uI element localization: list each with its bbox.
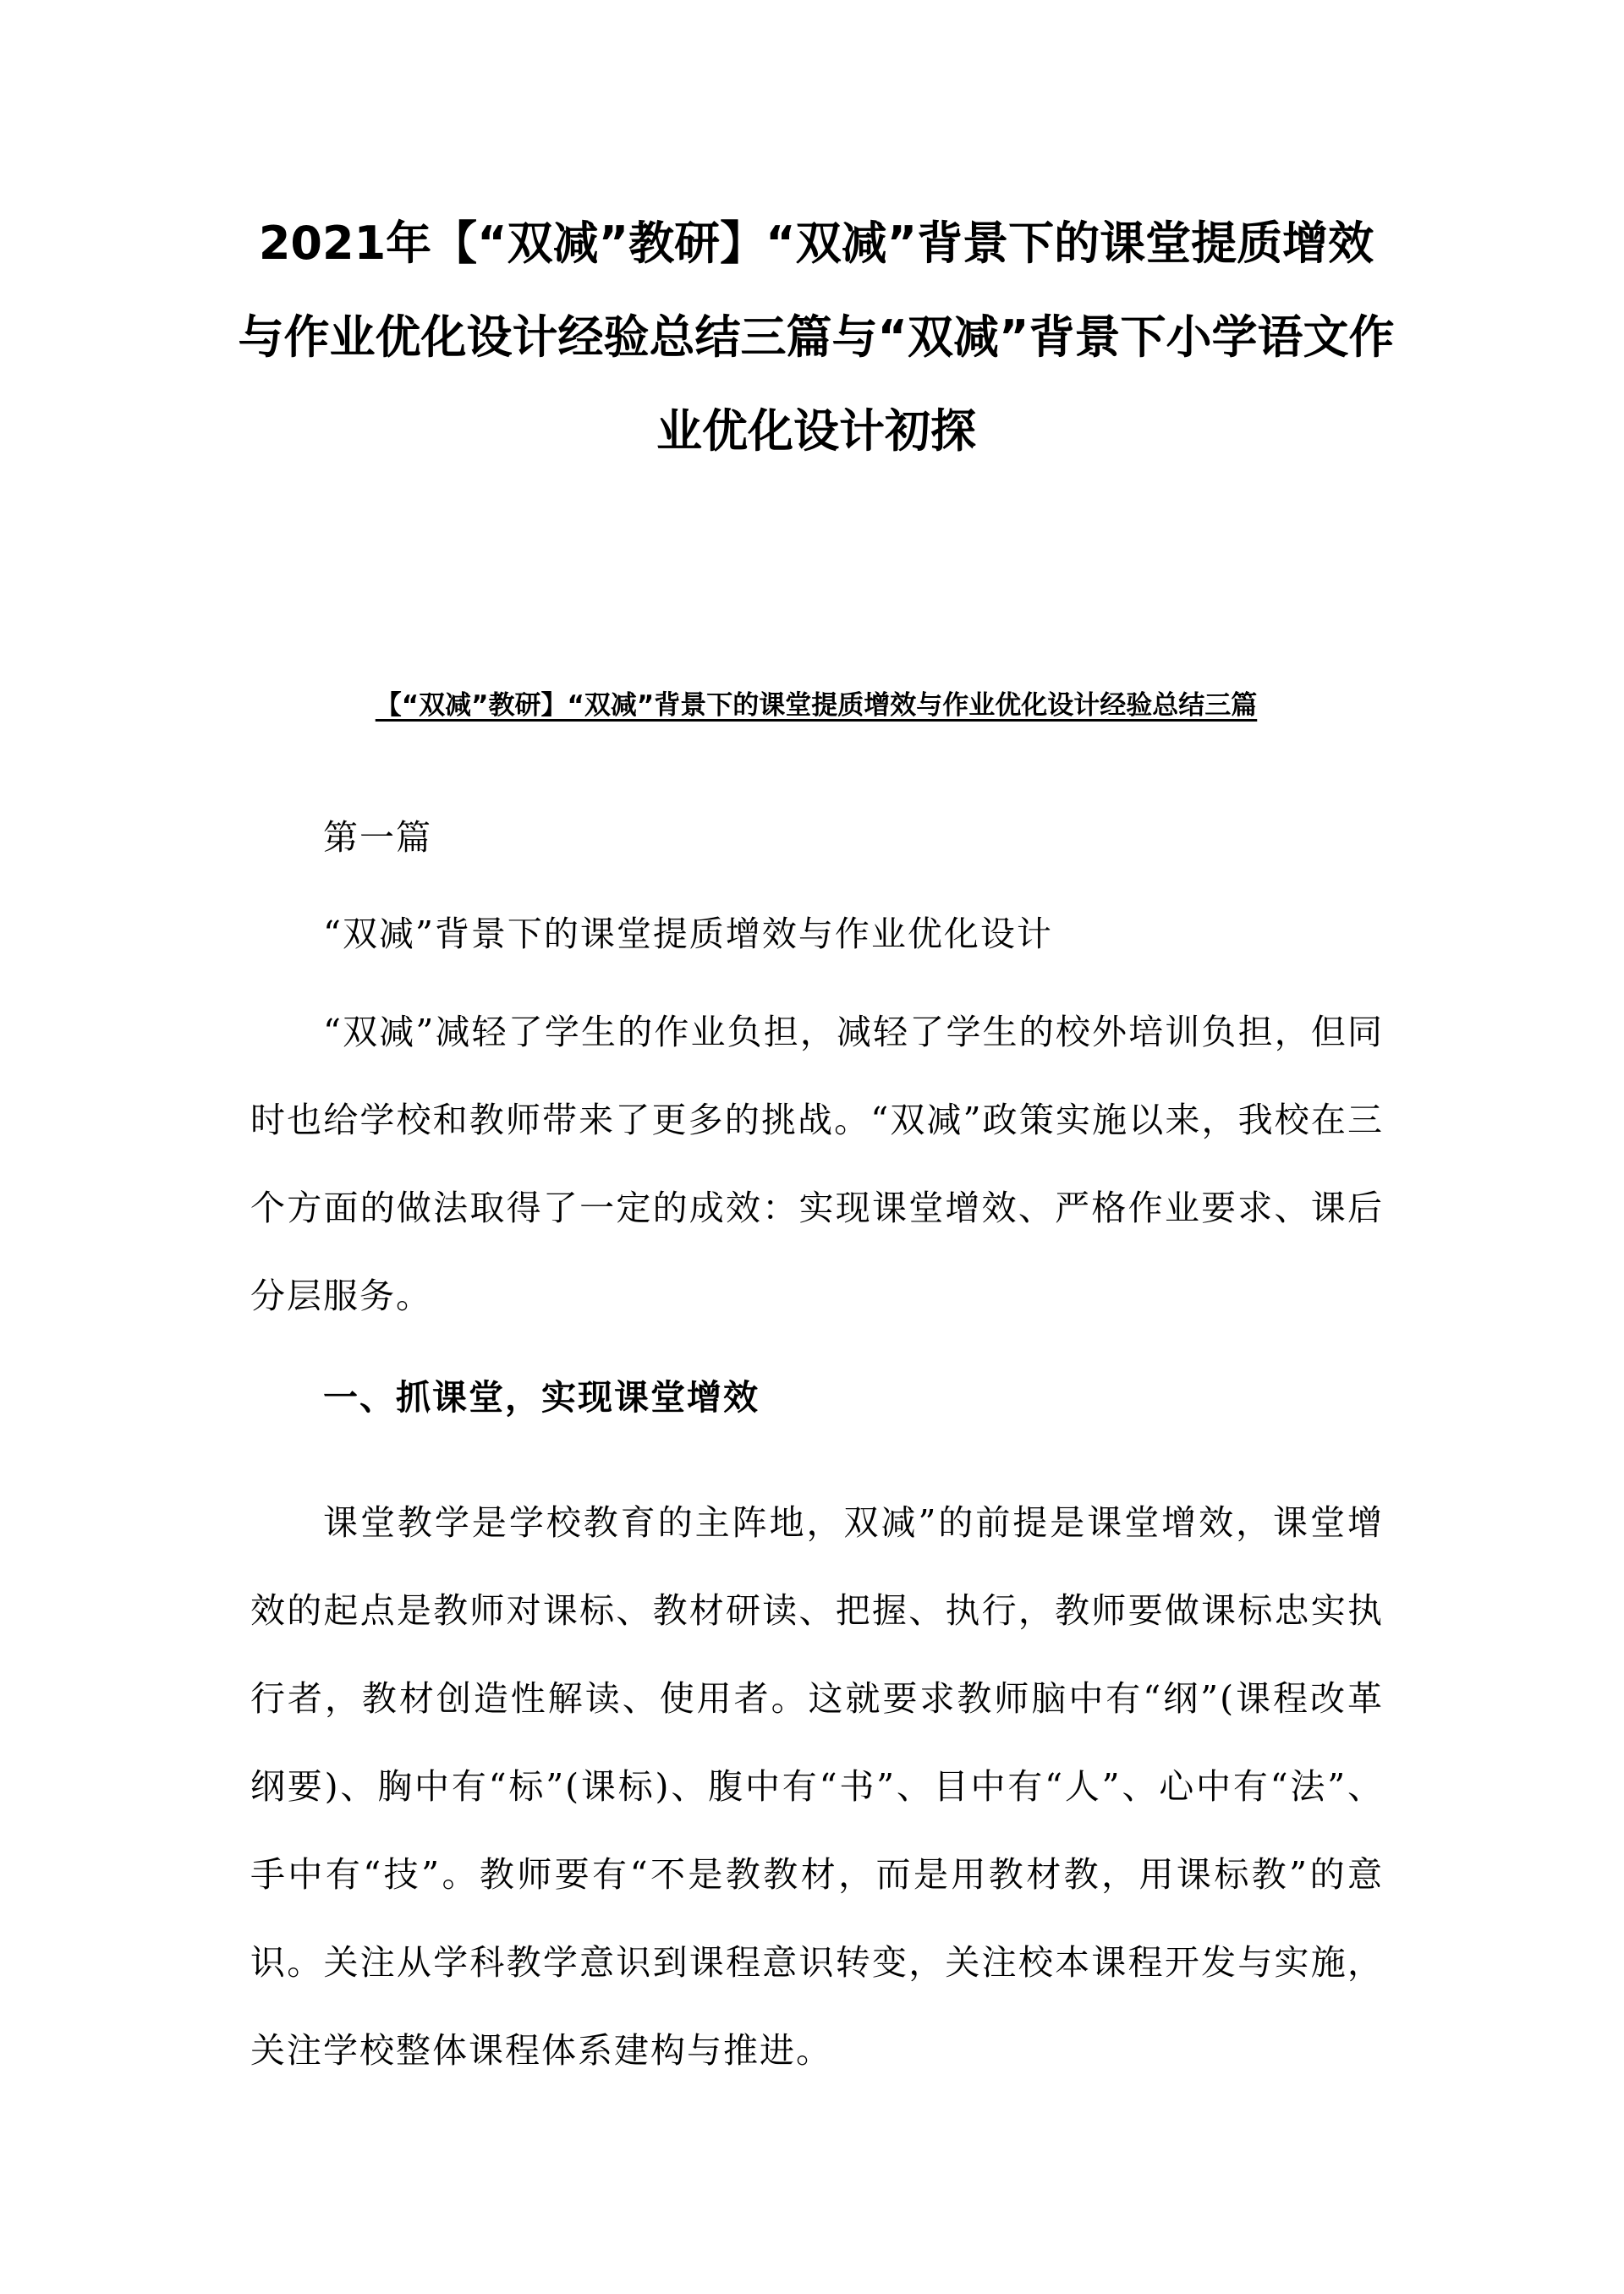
body-paragraph: 课堂教学是学校教育的主阵地，双减”的前提是课堂增效，课堂增效的起点是教师对课标、教材研读、把握、执行，教师要做课标忠实执行者，教材创造性解读、使用者。这就要求教师脑中有“纲”(课程改革纲要)、胸中有“标”(课标)、腹中有“书”、目中有“人”、心中有“法”、手中有“技”。教师要有“不是教教材，而是用教材教，用课标教”的意识。关注从学科教学意识到课程意识转变，关注校本课程开发与实施，关注学校整体课程体系建构与推进。 xyxy=(250,1502,1384,2071)
document-title: 2021年【“双减”教研】“双减”背景下的课堂提质增效与作业优化设计经验总结三篇与“双减”背景下小学语文作业优化设计初探 xyxy=(238,217,1395,458)
article-title: “双减”背景下的课堂提质增效与作业优化设计 xyxy=(323,914,1053,954)
section-heading: 一、抓课堂，实现课堂增效 xyxy=(323,1377,760,1418)
section-title: 【“双减”教研】“双减”背景下的课堂提质增效与作业优化设计经验总结三篇 xyxy=(375,690,1258,721)
intro-paragraph: “双减”减轻了学生的作业负担，减轻了学生的校外培训负担，但同时也给学校和教师带来了更多的挑战。“双减”政策实施以来，我校在三个方面的做法取得了一定的成效：实现课堂增效、严格作业要求、课后分层服务。 xyxy=(250,1012,1384,1316)
part-label: 第一篇 xyxy=(323,817,432,858)
